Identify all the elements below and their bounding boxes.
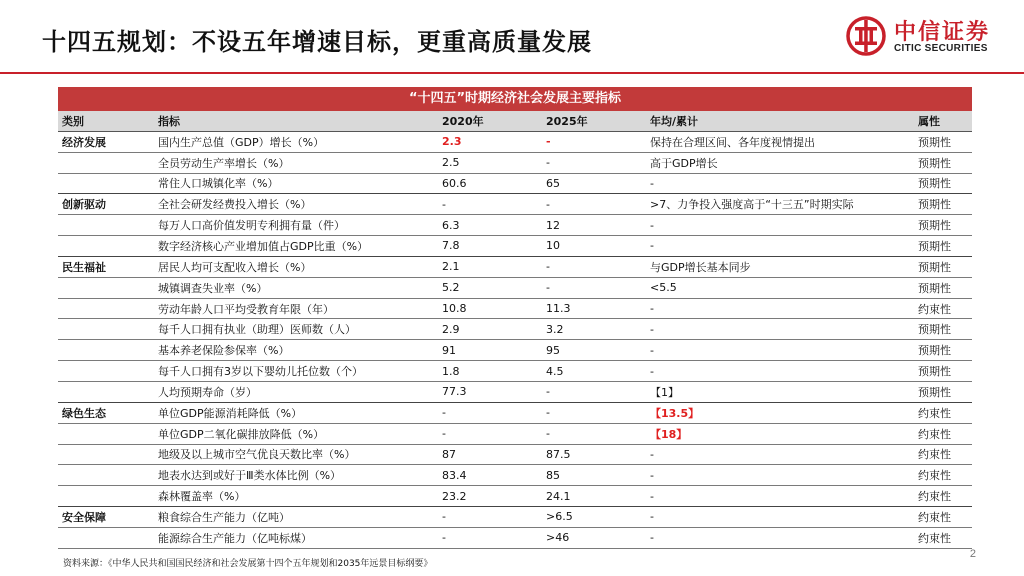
row-value-2025: 11.3	[542, 298, 646, 319]
table-row	[58, 381, 972, 402]
row-cumulative: 与GDP增长基本同步	[646, 256, 914, 277]
table-row	[58, 340, 972, 361]
row-category: 民生福祉	[58, 256, 154, 277]
row-value-2020: 2.9	[438, 319, 542, 340]
table-row	[58, 423, 972, 444]
row-indicator: 单位GDP能源消耗降低（%）	[154, 402, 438, 423]
table-row	[58, 319, 972, 340]
row-indicator: 每万人口高价值发明专利拥有量（件）	[154, 215, 438, 236]
row-category: 安全保障	[58, 507, 154, 528]
row-attribute: 约束性	[914, 444, 972, 465]
citic-logo	[846, 16, 996, 64]
table-row	[58, 486, 972, 507]
source-note: 资料来源：《中华人民共和国国民经济和社会发展第十四个五年规划和2035年远景目标纲要》	[63, 559, 433, 569]
row-value-2020: 2.1	[438, 256, 542, 277]
row-attribute: 约束性	[914, 465, 972, 486]
row-value-2020: -	[438, 527, 542, 548]
table-row	[58, 527, 972, 548]
row-category	[58, 319, 154, 340]
table-row	[58, 131, 972, 152]
row-value-2025: -	[542, 381, 646, 402]
row-category	[58, 486, 154, 507]
row-value-2025: 4.5	[542, 361, 646, 382]
row-value-2020: 2.3	[438, 131, 542, 152]
logo-name-en: CITIC SECURITIES	[894, 43, 988, 54]
row-category	[58, 215, 154, 236]
page-title: 十四五规划：不设五年增速目标，更重高质量发展	[42, 28, 592, 56]
row-cumulative: 【18】	[646, 423, 914, 444]
row-attribute: 预期性	[914, 152, 972, 173]
table-row	[58, 402, 972, 423]
row-attribute: 预期性	[914, 215, 972, 236]
row-value-2020: 60.6	[438, 173, 542, 194]
row-attribute: 预期性	[914, 131, 972, 152]
header-2025: 2025年	[542, 111, 646, 131]
row-cumulative: -	[646, 507, 914, 528]
row-cumulative: -	[646, 465, 914, 486]
row-value-2020: 91	[438, 340, 542, 361]
row-value-2020: 87	[438, 444, 542, 465]
row-attribute: 约束性	[914, 298, 972, 319]
row-category	[58, 236, 154, 257]
row-value-2025: 10	[542, 236, 646, 257]
row-indicator: 居民人均可支配收入增长（%）	[154, 256, 438, 277]
table-body	[58, 111, 972, 548]
row-indicator: 常住人口城镇化率（%）	[154, 173, 438, 194]
table-row	[58, 444, 972, 465]
row-indicator: 地级及以上城市空气优良天数比率（%）	[154, 444, 438, 465]
title-divider	[0, 72, 1024, 74]
table-row	[58, 194, 972, 215]
row-attribute: 预期性	[914, 381, 972, 402]
row-value-2020: 7.8	[438, 236, 542, 257]
row-attribute: 约束性	[914, 402, 972, 423]
row-indicator: 人均预期寿命（岁）	[154, 381, 438, 402]
table-row	[58, 465, 972, 486]
indicators-table	[58, 111, 972, 549]
row-value-2020: -	[438, 194, 542, 215]
row-indicator: 每千人口拥有3岁以下婴幼儿托位数（个）	[154, 361, 438, 382]
row-value-2025: 65	[542, 173, 646, 194]
table-row	[58, 277, 972, 298]
row-value-2025: -	[542, 194, 646, 215]
row-value-2025: >46	[542, 527, 646, 548]
row-category	[58, 152, 154, 173]
row-value-2025: >6.5	[542, 507, 646, 528]
row-indicator: 城镇调查失业率（%）	[154, 277, 438, 298]
row-indicator: 森林覆盖率（%）	[154, 486, 438, 507]
row-attribute: 预期性	[914, 256, 972, 277]
row-cumulative: -	[646, 340, 914, 361]
row-value-2020: -	[438, 507, 542, 528]
indicators-table-container	[58, 87, 972, 549]
row-value-2020: 6.3	[438, 215, 542, 236]
row-category	[58, 423, 154, 444]
row-attribute: 预期性	[914, 319, 972, 340]
row-attribute: 预期性	[914, 340, 972, 361]
row-value-2025: 85	[542, 465, 646, 486]
row-value-2020: 1.8	[438, 361, 542, 382]
table-row	[58, 507, 972, 528]
row-category: 绿色生态	[58, 402, 154, 423]
row-value-2025: 12	[542, 215, 646, 236]
row-value-2025: -	[542, 131, 646, 152]
citic-logo-icon	[846, 16, 886, 56]
row-category	[58, 465, 154, 486]
row-cumulative: -	[646, 173, 914, 194]
row-attribute: 约束性	[914, 486, 972, 507]
row-cumulative: -	[646, 361, 914, 382]
row-cumulative: -	[646, 319, 914, 340]
row-value-2025: -	[542, 277, 646, 298]
row-cumulative: -	[646, 444, 914, 465]
row-indicator: 地表水达到或好于Ⅲ类水体比例（%）	[154, 465, 438, 486]
row-value-2020: 10.8	[438, 298, 542, 319]
table-row	[58, 361, 972, 382]
row-indicator: 劳动年龄人口平均受教育年限（年）	[154, 298, 438, 319]
row-indicator: 全社会研发经费投入增长（%）	[154, 194, 438, 215]
logo-name-cn: 中信证券	[894, 20, 991, 45]
table-row	[58, 173, 972, 194]
row-value-2020: 83.4	[438, 465, 542, 486]
table-caption: “十四五”时期经济社会发展主要指标	[58, 87, 972, 111]
row-value-2020: 23.2	[438, 486, 542, 507]
row-category	[58, 173, 154, 194]
row-indicator: 单位GDP二氧化碳排放降低（%）	[154, 423, 438, 444]
table-row	[58, 298, 972, 319]
row-value-2020: -	[438, 402, 542, 423]
row-category	[58, 277, 154, 298]
row-category: 经济发展	[58, 131, 154, 152]
row-cumulative: 【13.5】	[646, 402, 914, 423]
row-category	[58, 298, 154, 319]
row-indicator: 数字经济核心产业增加值占GDP比重（%）	[154, 236, 438, 257]
table-header-row	[58, 111, 972, 131]
row-cumulative: -	[646, 215, 914, 236]
row-value-2020: 77.3	[438, 381, 542, 402]
row-attribute: 预期性	[914, 277, 972, 298]
header-2020: 2020年	[438, 111, 542, 131]
row-category	[58, 381, 154, 402]
row-category	[58, 527, 154, 548]
row-cumulative: 【1】	[646, 381, 914, 402]
row-indicator: 能源综合生产能力（亿吨标煤）	[154, 527, 438, 548]
row-cumulative: 保持在合理区间、各年度视情提出	[646, 131, 914, 152]
row-category: 创新驱动	[58, 194, 154, 215]
row-indicator: 国内生产总值（GDP）增长（%）	[154, 131, 438, 152]
row-category	[58, 361, 154, 382]
row-cumulative: -	[646, 486, 914, 507]
row-attribute: 预期性	[914, 194, 972, 215]
row-value-2025: -	[542, 402, 646, 423]
table-row	[58, 152, 972, 173]
row-value-2020: -	[438, 423, 542, 444]
header-attribute: 属性	[914, 111, 972, 131]
row-indicator: 全员劳动生产率增长（%）	[154, 152, 438, 173]
row-value-2025: -	[542, 256, 646, 277]
row-cumulative: -	[646, 527, 914, 548]
table-row	[58, 215, 972, 236]
row-value-2025: -	[542, 152, 646, 173]
row-cumulative: >7、力争投入强度高于“十三五”时期实际	[646, 194, 914, 215]
row-value-2020: 2.5	[438, 152, 542, 173]
row-cumulative: -	[646, 298, 914, 319]
row-value-2025: 87.5	[542, 444, 646, 465]
row-indicator: 每千人口拥有执业（助理）医师数（人）	[154, 319, 438, 340]
table-row	[58, 236, 972, 257]
header-cumulative: 年均/累计	[646, 111, 914, 131]
row-value-2025: 3.2	[542, 319, 646, 340]
row-value-2020: 5.2	[438, 277, 542, 298]
row-cumulative: <5.5	[646, 277, 914, 298]
row-cumulative: 高于GDP增长	[646, 152, 914, 173]
row-attribute: 预期性	[914, 361, 972, 382]
table-row	[58, 256, 972, 277]
row-category	[58, 444, 154, 465]
row-indicator: 基本养老保险参保率（%）	[154, 340, 438, 361]
header-indicator: 指标	[154, 111, 438, 131]
row-attribute: 预期性	[914, 236, 972, 257]
row-attribute: 约束性	[914, 507, 972, 528]
row-attribute: 约束性	[914, 423, 972, 444]
page-number: 2	[969, 548, 976, 560]
row-value-2025: 24.1	[542, 486, 646, 507]
header-category: 类别	[58, 111, 154, 131]
row-cumulative: -	[646, 236, 914, 257]
row-category	[58, 340, 154, 361]
row-attribute: 约束性	[914, 527, 972, 548]
row-indicator: 粮食综合生产能力（亿吨）	[154, 507, 438, 528]
row-value-2025: 95	[542, 340, 646, 361]
row-value-2025: -	[542, 423, 646, 444]
row-attribute: 预期性	[914, 173, 972, 194]
